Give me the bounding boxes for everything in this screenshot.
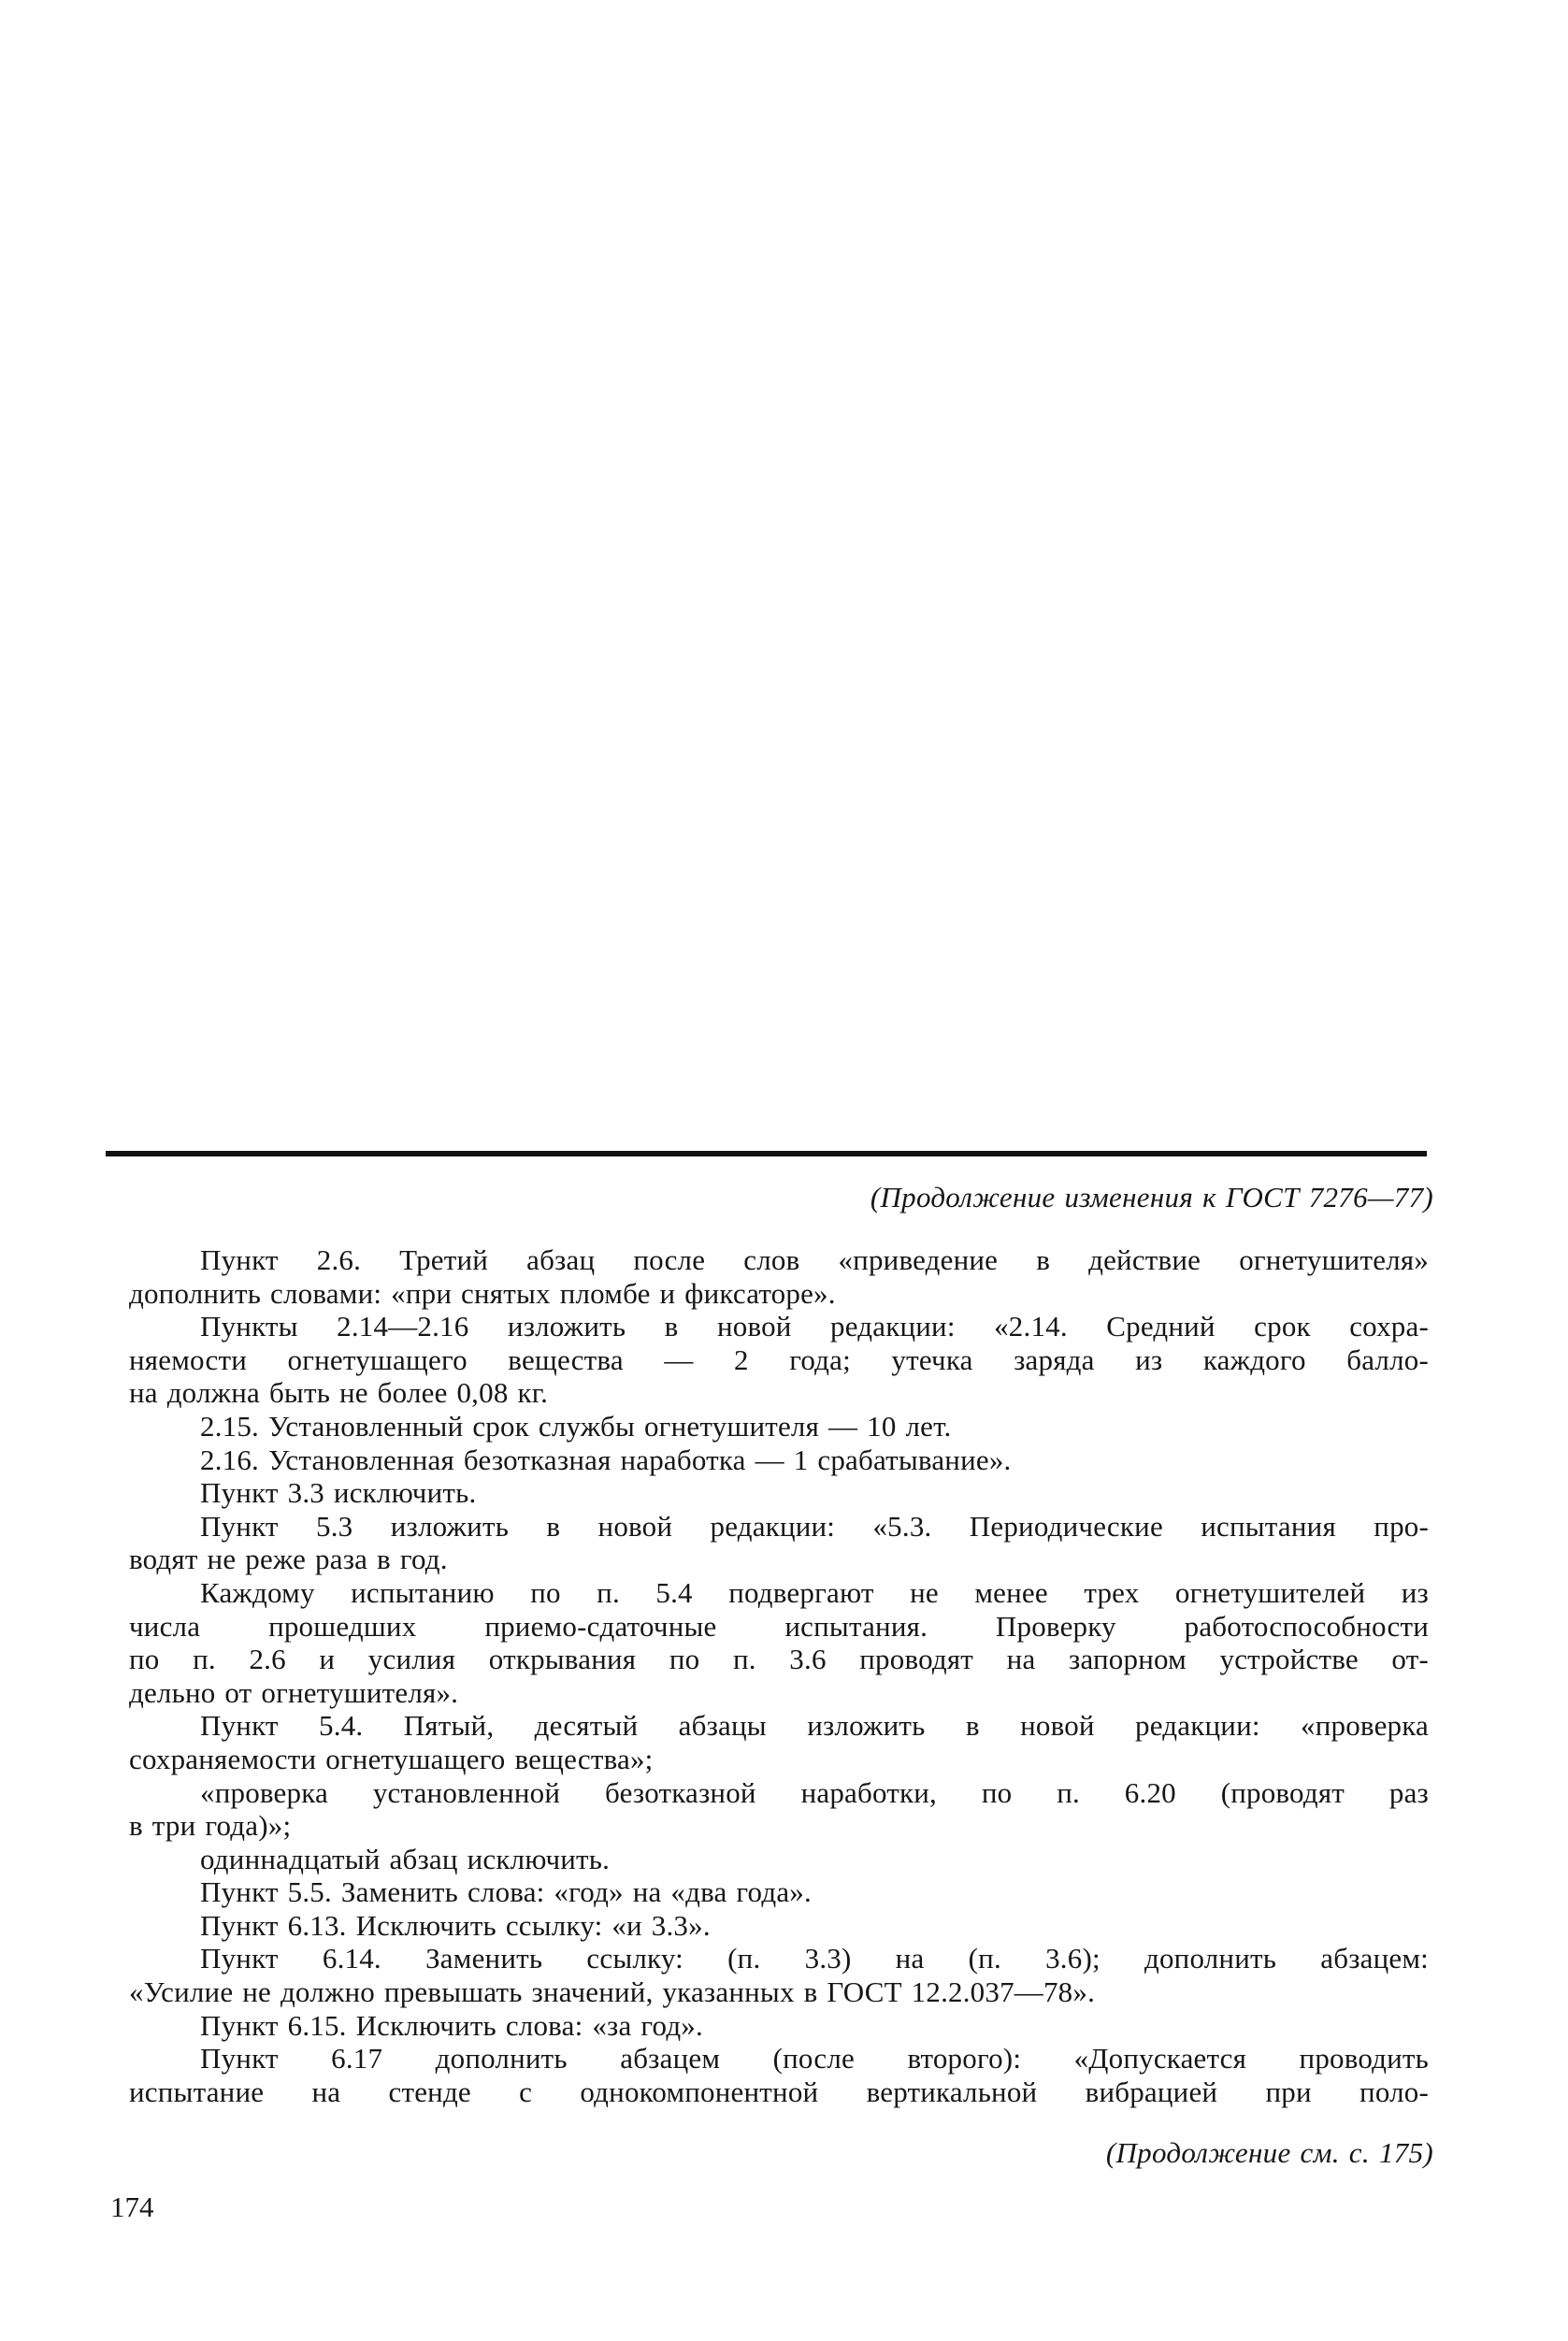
text-line: Пункт 5.5. Заменить слова: «год» на «два года». (200, 1875, 812, 1909)
text-line: Каждому испытанию по п. 5.4 подвергают не менее трех огнетушителей из (200, 1575, 1429, 1609)
text-line: испытание на стенде с однокомпонентной вертикальной вибрацией при поло- (129, 2075, 1429, 2108)
page-number: 174 (110, 2190, 154, 2223)
text-line: Пункт 2.6. Третий абзац после слов «приведение в действие огнетушителя» (200, 1243, 1429, 1276)
text-line: дельно от огнетушителя». (129, 1675, 459, 1709)
continuation-header: (Продолжение изменения к ГОСТ 7276—77) (870, 1181, 1433, 1214)
text-line: Пункты 2.14—2.16 изложить в новой редакции: «2.14. Средний срок сохра- (200, 1310, 1429, 1343)
text-line: Пункт 5.4. Пятый, десятый абзацы изложить в новой редакции: «проверка (200, 1709, 1429, 1743)
text-line: 2.15. Установленный срок службы огнетушителя — 10 лет. (200, 1409, 952, 1443)
text-line: на должна быть не более 0,08 кг. (129, 1376, 549, 1410)
text-line: по п. 2.6 и усилия открывания по п. 3.6 проводят на запорном устройстве от- (129, 1643, 1429, 1676)
text-line: «проверка установленной безотказной наработки, по п. 6.20 (проводят раз (200, 1775, 1429, 1809)
text-line: няемости огнетушащего вещества — 2 года; утечка заряда из каждого балло- (129, 1343, 1429, 1376)
text-line: водят не реже раза в год. (129, 1543, 448, 1576)
section-divider-rule (106, 1151, 1427, 1156)
body-text (129, 1243, 1429, 2108)
text-line: сохраняемости огнетушащего вещества»; (129, 1742, 654, 1775)
text-line: дополнить словами: «при снятых пломбе и фиксаторе». (129, 1276, 836, 1310)
text-line: Пункт 6.14. Заменить ссылку: (п. 3.3) на (п. 3.6); дополнить абзацем: (200, 1942, 1429, 1975)
text-line: Пункт 6.17 дополнить абзацем (после второго): «Допускается проводить (200, 2042, 1429, 2075)
text-line: Пункт 3.3 исключить. (200, 1476, 477, 1510)
text-line: Пункт 5.3 изложить в новой редакции: «5.3. Периодические испытания про- (200, 1509, 1429, 1543)
text-line: одиннадцатый абзац исключить. (200, 1842, 611, 1875)
text-line: «Усилие не должно превышать значений, указанных в ГОСТ 12.2.037—78». (129, 1975, 1096, 2009)
text-line: 2.16. Установленная безотказная наработка — 1 срабатывание». (200, 1443, 1012, 1476)
text-line: числа прошедших приемо-сдаточные испытания. Проверку работоспособности (129, 1609, 1429, 1643)
text-line: Пункт 6.13. Исключить ссылку: «и 3.3». (200, 1908, 711, 1942)
continuation-footer: (Продолжение см. с. 175) (1105, 2136, 1433, 2169)
text-line: в три года)»; (129, 1809, 292, 1843)
text-line: Пункт 6.15. Исключить слова: «за год». (200, 2008, 703, 2042)
